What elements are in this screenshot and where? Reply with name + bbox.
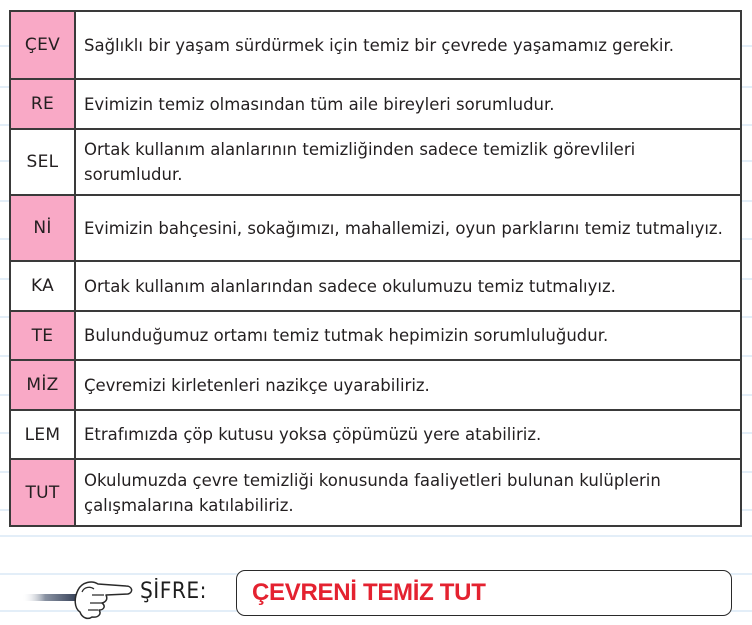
code-cell: RE xyxy=(11,80,76,128)
statement-table xyxy=(9,10,742,527)
code-cell: LEM xyxy=(11,411,76,458)
answer-box xyxy=(236,570,732,616)
answer-text: ÇEVRENİ TEMİZ TUT xyxy=(252,579,486,606)
code-cell: Nİ xyxy=(11,196,76,260)
ruled-line xyxy=(0,535,752,537)
cipher-footer xyxy=(0,560,752,625)
code-cell: ÇEV xyxy=(11,12,76,78)
table-row xyxy=(11,310,740,359)
statement-cell: Ortak kullanım alanlarının temizliğinden sadece temizlik görevlileri sorumludur. xyxy=(84,140,636,184)
statement-cell: Okulumuzda çevre temizliği konusunda faaliyetleri bulunan kulüplerin çalışmalarına katılabiliriz. xyxy=(84,470,661,515)
pointing-hand-icon xyxy=(22,572,137,622)
code-cell: TUT xyxy=(11,460,76,525)
statement-cell: Evimizin temiz olmasından tüm aile bireyleri sorumludur. xyxy=(84,94,555,114)
table-row xyxy=(11,260,740,310)
table-row xyxy=(11,359,740,409)
statement-cell: Çevremizi kirletenleri nazikçe uyarabiliriz. xyxy=(84,375,430,395)
statement-cell: Evimizin bahçesini, sokağımızı, mahallemizi, oyun parklarını temiz tutmalıyız. xyxy=(84,218,723,238)
statement-cell: Ortak kullanım alanlarından sadece okulumuzu temiz tutmalıyız. xyxy=(84,276,616,296)
table-row xyxy=(11,194,740,260)
code-cell: SEL xyxy=(11,130,76,194)
code-cell: TE xyxy=(11,312,76,359)
statement-cell: Etrafımızda çöp kutusu yoksa çöpümüzü yere atabiliriz. xyxy=(84,425,542,444)
table-row xyxy=(11,458,740,525)
code-cell: KA xyxy=(11,262,76,310)
code-cell: MİZ xyxy=(11,361,76,409)
table-row xyxy=(11,78,740,128)
cipher-label: ŞİFRE: xyxy=(140,579,207,604)
table-row xyxy=(11,128,740,194)
statement-cell: Bulunduğumuz ortamı temiz tutmak hepimizin sorumluluğudur. xyxy=(84,326,609,345)
statement-cell: Sağlıklı bir yaşam sürdürmek için temiz bir çevrede yaşamamız gerekir. xyxy=(84,35,675,55)
table-row xyxy=(11,409,740,458)
table-row xyxy=(11,12,740,78)
